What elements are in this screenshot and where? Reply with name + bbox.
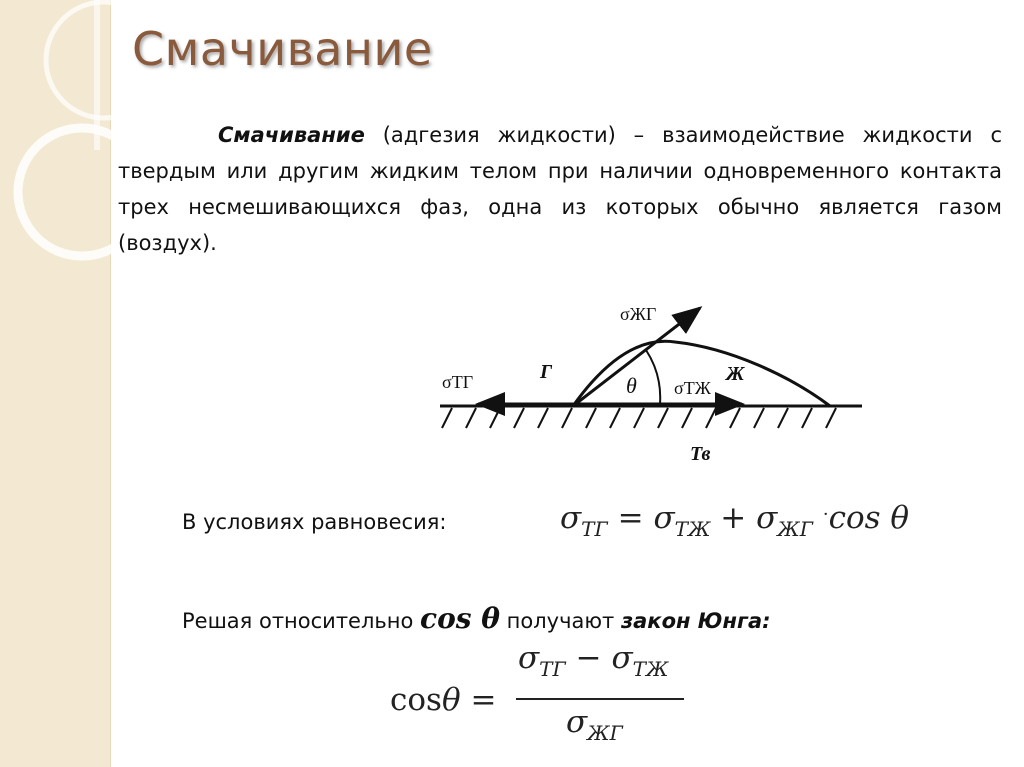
formula-sub-zhg: ЖГ (777, 517, 813, 541)
wetting-diagram (430, 296, 870, 476)
solve-middle: получают (499, 609, 621, 633)
young-den-sub-zhg: ЖГ (587, 721, 623, 745)
definition-text: (адгезия жидкости) – взаимодействие жидкости с твердым или другим жидким телом при наличии одновременного контакта трех несмешивающихся фаз, одна из которых обычно является газом (воздух). (118, 123, 1002, 255)
solve-cos-theta: cos θ (420, 602, 500, 635)
formula-sigma: σ (560, 500, 582, 536)
definition-term: Смачивание (218, 123, 365, 147)
contact-angle-arc (646, 350, 660, 404)
young-num-sub-tzh: ТЖ (632, 657, 669, 681)
young-eq: = (460, 682, 497, 718)
young-lhs (390, 682, 496, 718)
label-gas: Г (540, 361, 553, 383)
solve-line (182, 602, 771, 635)
equilibrium-formula (560, 500, 909, 541)
young-theta: θ (441, 682, 461, 718)
young-numerator (518, 640, 668, 681)
formula-plus: + σ (710, 500, 778, 536)
label-sigma-zhg: σЖГ (620, 304, 657, 324)
label-solid: Тв (690, 443, 711, 465)
formula-dot: · (822, 504, 829, 525)
label-theta: θ (626, 373, 637, 398)
young-denominator (566, 704, 623, 745)
formula-sub-tg: ТГ (581, 517, 608, 541)
solid-hatching (442, 408, 836, 428)
formula-cos: cos θ (828, 500, 910, 536)
slide-title: Смачивание (132, 22, 433, 76)
formula-sub-tzh: ТЖ (674, 517, 711, 541)
solve-prefix: Решая относительно (182, 609, 421, 633)
label-sigma-tg: σТГ (442, 372, 474, 392)
young-den-sigma: σ (566, 704, 588, 740)
formula-eq: = σ (607, 500, 675, 536)
fraction-bar (516, 698, 684, 700)
label-sigma-tzh: σТЖ (674, 378, 711, 398)
definition-paragraph (118, 117, 1002, 261)
label-liquid: Ж (726, 363, 745, 385)
equilibrium-label: В условиях равновесия: (182, 510, 447, 534)
young-num-sub-tg: ТГ (539, 657, 566, 681)
young-num-minus: − σ (565, 640, 633, 676)
young-law-label: закон Юнга: (620, 609, 771, 633)
young-cos: cos (390, 682, 442, 718)
young-num-sigma: σ (518, 640, 540, 676)
